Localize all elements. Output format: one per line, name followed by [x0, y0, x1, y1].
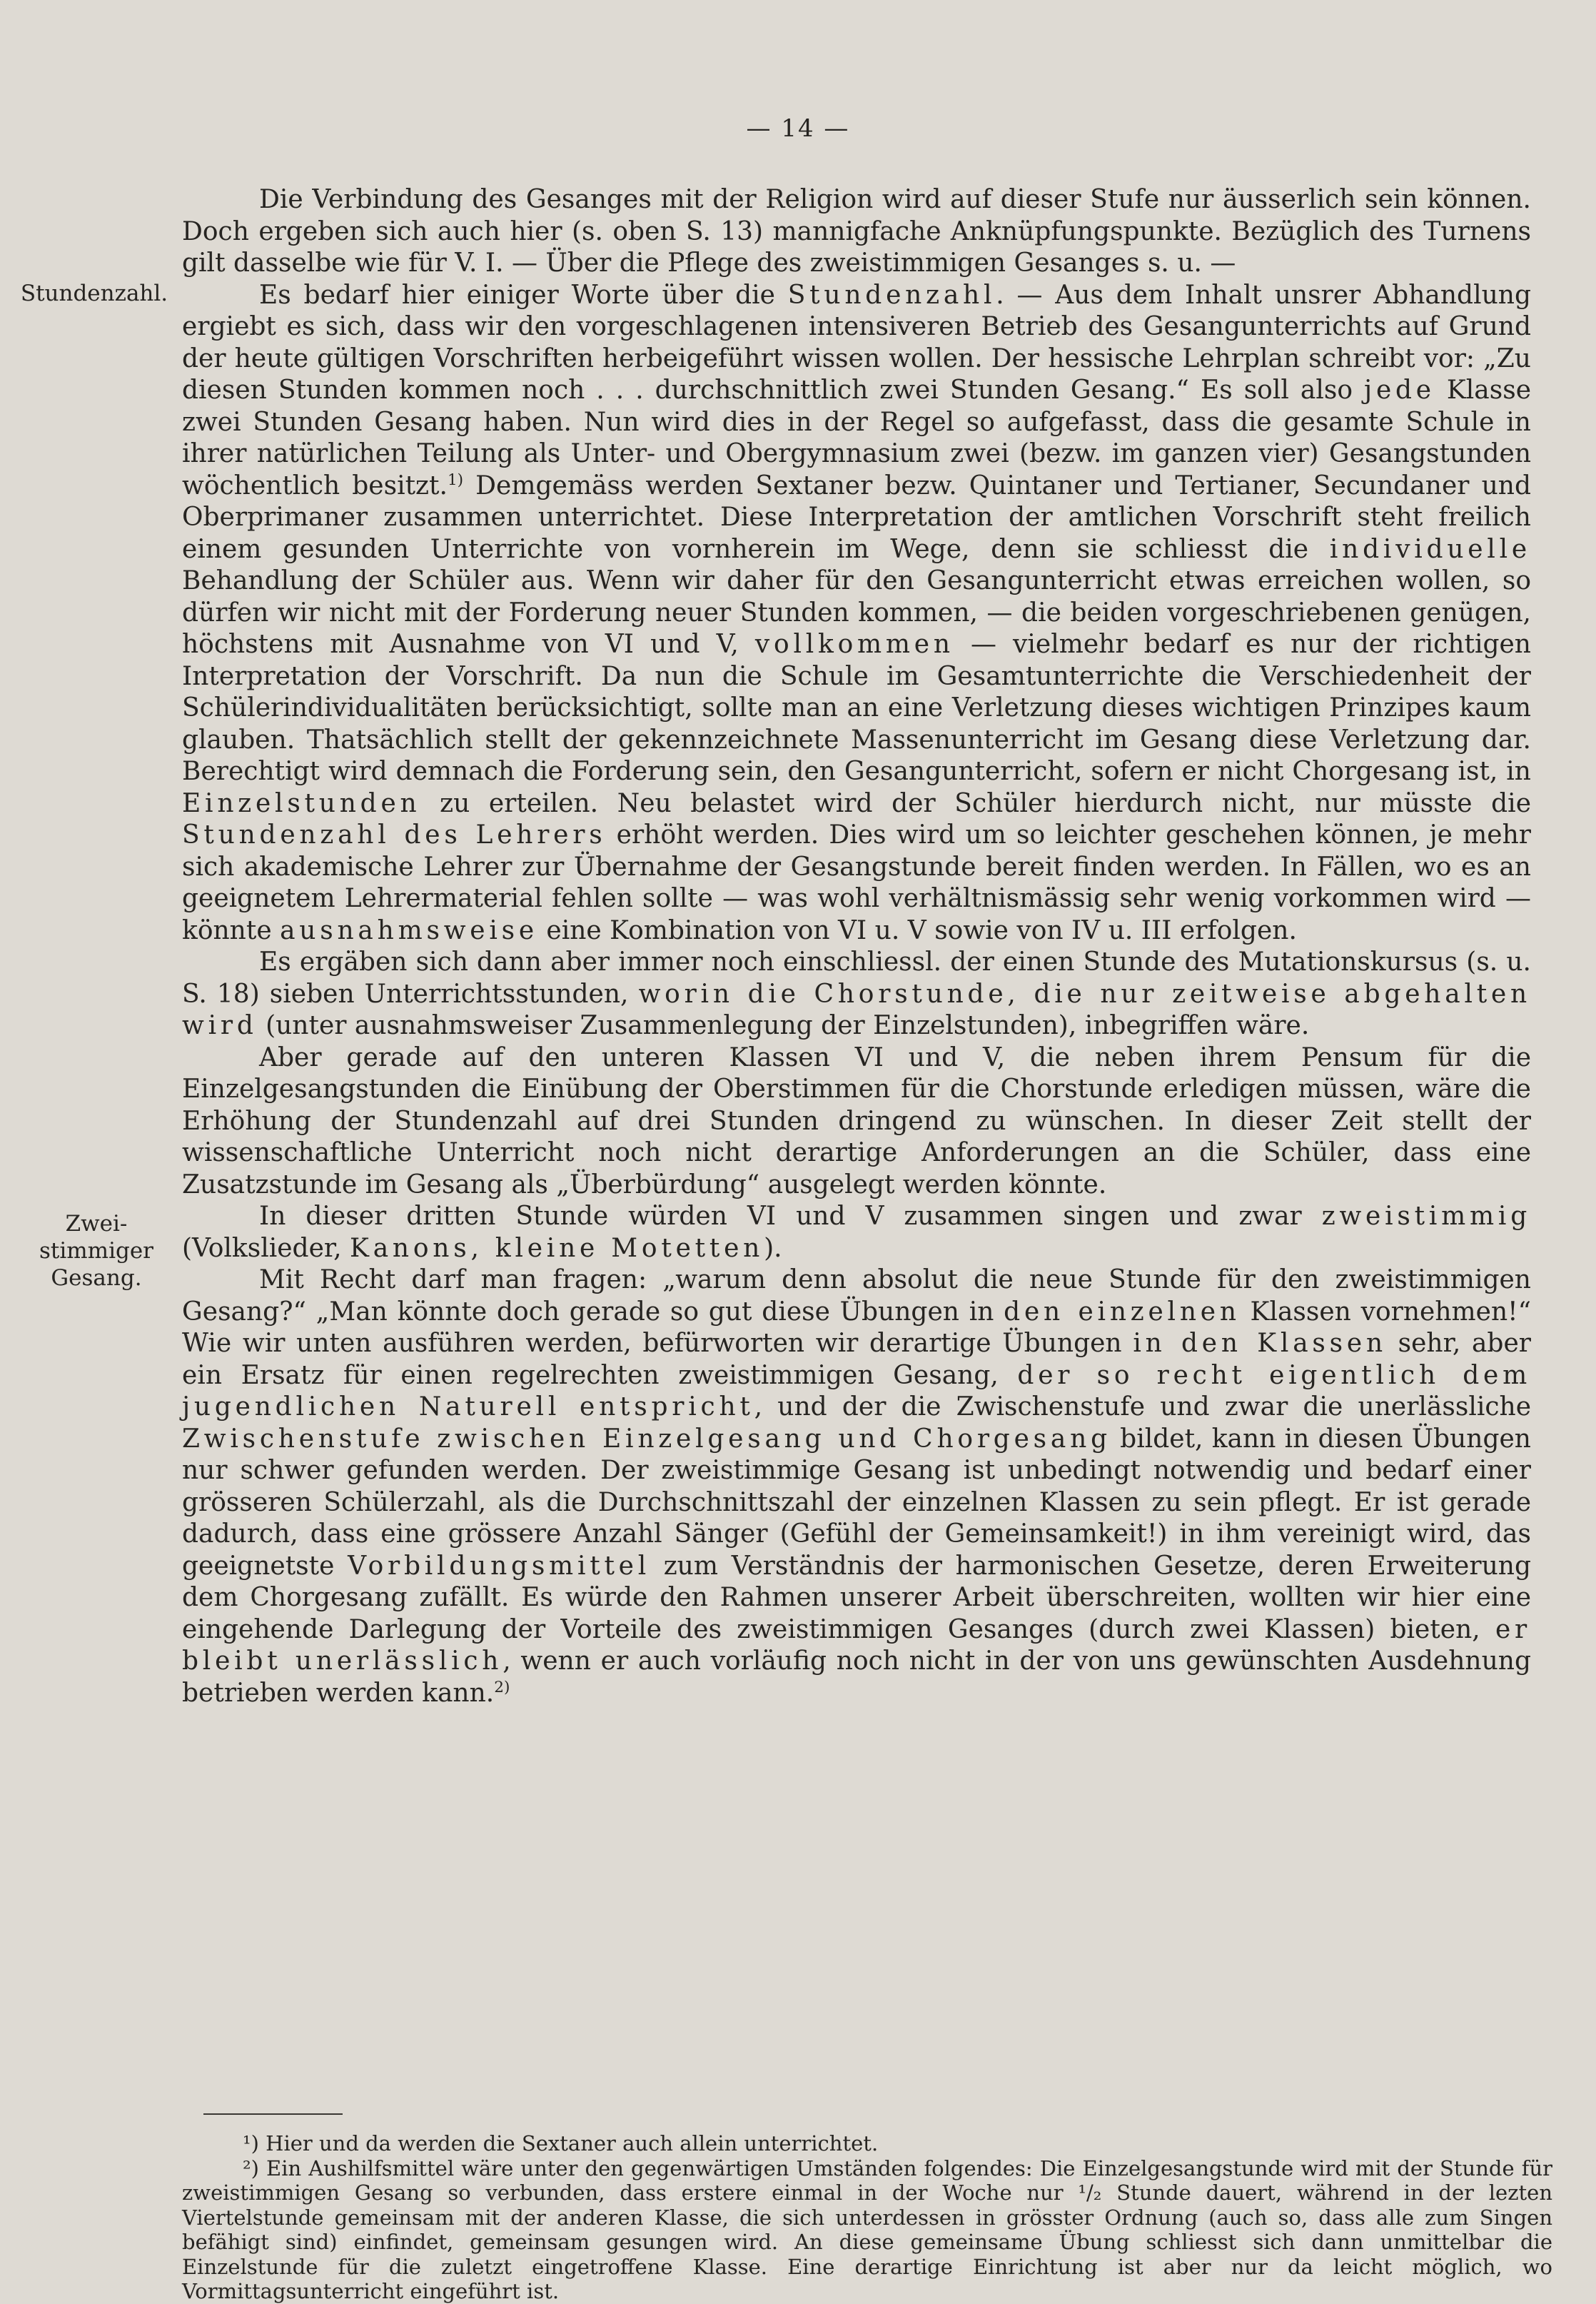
- footnote-ref-1: 1): [447, 471, 464, 489]
- emphasis-stundenzahl-lehrers: Stundenzahl des Lehrers: [182, 820, 607, 850]
- emphasis-individuelle: individuelle: [1329, 534, 1531, 564]
- text-run: Klasse zwei Stunden Gesang haben. Nun wird dies in der Regel so aufgefasst, dass die gesamte Schule in ihrer natürlichen Teilung als Unter- und Obergymnasium zwei (bezw. im ganzen vier) Gesangstunden wöchentlich besitzt.: [182, 376, 1531, 500]
- margin-note-line: Zwei-: [65, 1211, 128, 1237]
- emphasis-in-den-klassen: in den Klassen: [1133, 1329, 1387, 1358]
- text-run: , und der die Zwischenstufe und zwar die unerlässliche: [754, 1392, 1532, 1422]
- page-number: — 14 —: [746, 114, 850, 143]
- margin-note-line: stimmiger: [39, 1238, 153, 1264]
- text-run: Es ergäben sich dann aber immer noch einschliessl. der einen Stunde des Mutationskursus (s. u. S. 18) sieben Unterrichtsstunden,: [182, 947, 1531, 1009]
- footnote-1: ¹) Hier und da werden die Sextaner auch allein unterrichtet.: [243, 2131, 879, 2155]
- text-run: zu erteilen. Neu belastet wird der Schüler hierdurch nicht, nur müsste die: [420, 788, 1531, 818]
- text-run: , wenn er auch vorläufig noch nicht in der von uns gewünschten Ausdehnung betrieben werden kann.: [182, 1646, 1531, 1708]
- text-run: Demgemäss werden Sextaner bezw. Quintaner und Tertianer, Secundaner und Oberprimaner zusammen unterrichtet. Diese Interpretation der amtlichen Vorschrift steht freilich einem gesunden Unterrichte von vornherein im Wege, denn sie schliesst die: [182, 471, 1532, 564]
- emphasis-den-einzelnen: den einzelnen: [1004, 1297, 1241, 1327]
- emphasis-chorstunde: worin die Chorstunde, die nur zeitweise abgehalten wird: [182, 979, 1531, 1040]
- text-run: Klassen vornehmen!“ Wie wir unten ausführen werden, befürworten wir derartige Übungen: [182, 1297, 1532, 1358]
- text-run: Mit Recht darf man fragen: „warum denn absolut die neue Stunde für den zweistimmigen Gesang?“ „Man könnte doch gerade so gut diese Übungen in: [182, 1265, 1531, 1327]
- text-run: erhöht werden. Dies wird um so leichter geschehen können, je mehr sich akademische Lehrer zur Übernahme der Gesangstunde bereit finden werden. In Fällen, wo es an geeignetem Lehrermaterial fehlen sollte — was wohl verhältnismässig sehr wenig vorkommen wird — könnte: [182, 820, 1532, 945]
- text-run: . — Aus dem Inhalt unsrer Abhandlung ergiebt es sich, dass wir den vorgeschlagenen intensiveren Betrieb des Gesangunterrichts auf Grund der heute gültigen Vorschriften herbeigeführt wissen wollen. Der hessische Lehrplan schreibt vor: „Zu diesen Stunden kommen noch . . . durchschnittlich zwei Stunden Gesang.“ Es soll also: [182, 280, 1532, 405]
- paragraph-untere-klassen: Aber gerade auf den unteren Klassen VI und V, die neben ihrem Pensum für die Einzelgesangstunden die Einübung der Oberstimmen für die Chorstunde erledigen müssen, wäre die Erhöhung der Stundenzahl auf drei Stunden dringend zu wünschen. In dieser Zeit stellt der wissenschaftliche Unterricht noch nicht derartige Anforderungen an die Schüler, dass eine Zusatzstunde im Gesang als „Überbürdung“ ausgelegt werden könnte.: [182, 1042, 1531, 1199]
- text-run: — vielmehr bedarf es nur der richtigen Interpretation der Vorschrift. Da nun die Schule im Gesamtunterrichte die Verschiedenheit der Schülerindividualitäten berücksichtigt, sollte man an eine Verletzung dieses wichtigen Prinzipes kaum glauben. Thatsächlich stellt der gekennzeichnete Massenunterricht im Gesang diese Verletzung dar. Berechtigt wird demnach die Forderung sein, den Gesangunterricht, sofern er nicht Chorgesang ist, in: [182, 630, 1531, 786]
- text-run: (unter ausnahmsweiser Zusammenlegung der Einzelstunden), inbegriffen wäre.: [257, 1011, 1310, 1040]
- emphasis-naturell: der so recht eigentlich dem jugendlichen Naturell entspricht: [182, 1360, 1531, 1422]
- paragraph-mit-recht: [182, 1264, 1531, 1709]
- margin-note-zweistimmiger-gesang: [21, 1210, 171, 1292]
- footnote-ref-2: 2): [494, 1678, 510, 1696]
- footnote-divider: [203, 2113, 343, 2115]
- footnote-2: ²) Ein Aushilfsmittel wäre unter den gegenwärtigen Umständen folgendes: Die Einzelgesangstunde wird mit der Stunde für zweistimmigen Gesang so verbunden, dass erstere einmal in der Woche nur ¹/₂ Stunde dauert, während in der lezten Viertelstunde gemeinsam mit der anderen Klasse, die sich unterdessen in grösster Ordnung (auch so, dass alle zum Singen befähigt sind) einfindet, gemeinsam gesungen wird. An diese gemeinsame Übung schliesst sich dann unmittelbar die Einzelstunde für die zuletzt eingetroffene Klasse. Eine derartige Einrichtung ist aber nur da leicht möglich, wo Vormittagsunterricht eingeführt ist.: [182, 2155, 1552, 2303]
- text-run: zum Verständnis der harmonischen Gesetze, deren Erweiterung dem Chorgesang zufällt. Es würde den Rahmen unserer Arbeit überschreiten, wollten wir hier eine eingehende Darlegung der Vorteile des zweistimmigen Gesanges (durch zwei Klassen) bieten,: [182, 1551, 1531, 1644]
- text-run: bildet, kann in diesen Übungen nur schwer gefunden werden. Der zweistimmige Gesang ist unbedingt notwendig und bedarf einer grösseren Schülerzahl, als die Durchschnittszahl der einzelnen Klassen zu sein pflegt. Er ist gerade dadurch, dass eine grössere Anzahl Sänger (Gefühl der Gemeinsamkeit!) in ihm vereinigt wird, das geeignetste: [182, 1424, 1531, 1581]
- paragraph-religion: Die Verbindung des Gesanges mit der Religion wird auf dieser Stufe nur äusserlich sein können. Doch ergeben sich auch hier (s. oben S. 13) mannigfache Anknüpfungspunkte. Bezüglich des Turnens gilt dasselbe wie für V. I. — Über die Pflege des zweistimmigen Gesanges s. u. —: [182, 185, 1531, 278]
- text-run: ).: [764, 1233, 782, 1263]
- emphasis-einzelstunden: Einzelstunden: [182, 788, 421, 818]
- paragraph-dritte-stunde: [182, 1201, 1531, 1264]
- margin-note-stundenzahl: Stundenzahl.: [20, 281, 168, 306]
- emphasis-jede: jede: [1364, 376, 1435, 405]
- margin-note-line: Gesang.: [51, 1265, 142, 1291]
- footnotes: [182, 2131, 1552, 2304]
- body-text: [182, 184, 1531, 1709]
- paragraph-stundenzahl: [182, 280, 1531, 947]
- emphasis-zweistimmig: zweistimmig: [1321, 1202, 1531, 1231]
- emphasis-vorbildungsmittel: Vorbildungsmittel: [348, 1551, 651, 1581]
- text-run: In dieser dritten Stunde würden VI und V zusammen singen und zwar: [259, 1202, 1322, 1231]
- text-run: (Volkslieder,: [182, 1233, 350, 1263]
- emphasis-unerlaesslich: er bleibt unerlässlich: [182, 1614, 1531, 1676]
- emphasis-vollkommen: vollkommen: [754, 630, 954, 659]
- text-run: Behandlung der Schüler aus. Wenn wir daher für den Gesangunterricht etwas erreichen wollen, so dürfen wir nicht mit der Forderung neuer Stunden kommen, — die beiden vorgeschriebenen genügen, höchstens mit Ausnahme von VI und V,: [182, 566, 1531, 659]
- emphasis-zwischenstufe: Zwischenstufe zwischen Einzelgesang und Chorgesang: [182, 1424, 1111, 1454]
- text-run: sehr, aber ein Ersatz für einen regelrechten zweistimmigen Gesang,: [182, 1329, 1531, 1390]
- emphasis-ausnahmsweise: ausnahmsweise: [280, 915, 538, 945]
- text-run: Es bedarf hier einiger Worte über die: [259, 280, 788, 310]
- text-run: eine Kombination von VI u. V sowie von IV u. III erfolgen.: [537, 915, 1297, 945]
- paragraph-mutationskursus: [182, 947, 1531, 1042]
- emphasis-stundenzahl: Stundenzahl: [787, 280, 996, 310]
- emphasis-kanons: Kanons, kleine Motetten: [350, 1233, 764, 1263]
